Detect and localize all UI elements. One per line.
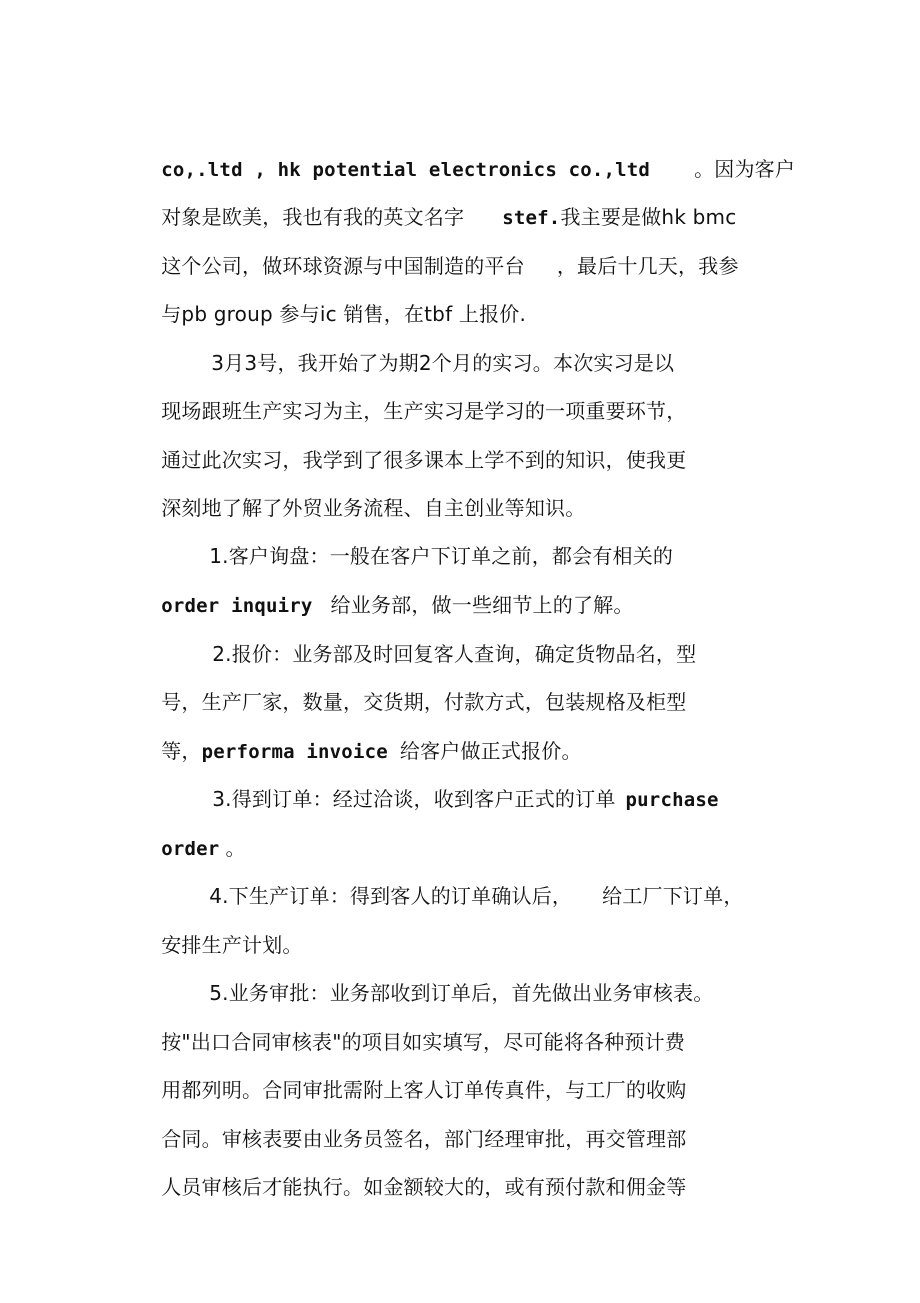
text-segment: 号，生产厂家，数量，交货期，付款方式，包装规格及柜型 <box>161 690 687 714</box>
text-segment: 3月3号，我开始了为期2个月的实习。本次实习是以 <box>211 351 675 375</box>
text-segment-mono: order <box>161 838 220 860</box>
text-line-22 <box>135 1151 686 1223</box>
text-segment: 按"出口合同审核表"的项目如实填写，尽可能将各种预计费 <box>161 1030 686 1054</box>
text-segment-mono: stef. <box>502 207 561 229</box>
text-segment: 4.下生产订单：得到客人的订单确认后， <box>209 884 573 908</box>
text-segment: 通过此次实习，我学到了很多课本上学不到的知识，使我更 <box>161 448 687 472</box>
text-segment-mono: performa invoice <box>201 741 388 763</box>
text-segment: 给业务部，做一些细节上的了解。 <box>330 593 634 617</box>
text-segment: 3.得到订单：经过洽谈，收到客户正式的订单 <box>212 787 616 811</box>
text-segment: 我主要是做hk bmc <box>560 205 737 229</box>
text-segment: 用都列明。合同审批需附上客人订单传真件，与工厂的收购 <box>161 1078 687 1102</box>
text-segment: 5.业务审批：业务部收到订单后，首先做出业务审核表。 <box>209 981 714 1005</box>
text-segment: 等， <box>161 739 202 763</box>
text-segment: 。因为客户 <box>694 157 796 181</box>
text-segment: 这个公司，做环球资源与中国制造的平台 <box>161 254 525 278</box>
text-segment: ，最后十几天，我参 <box>556 254 739 278</box>
text-segment: 给工厂下订单， <box>602 884 744 908</box>
text-segment: 现场跟班生产实习为主，生产实习是学习的一项重要环节， <box>161 399 687 423</box>
text-segment: 对象是欧美，我也有我的英文名字 <box>161 205 465 229</box>
text-segment: 人员审核后才能执行。如金额较大的，或有预付款和佣金等 <box>161 1175 687 1199</box>
text-segment: 。 <box>225 836 246 860</box>
text-segment: 1.客户询盘：一般在客户下订单之前，都会有相关的 <box>209 544 674 568</box>
text-segment: 2.报价：业务部及时回复客人查询，确定货物品名，型 <box>212 642 697 666</box>
text-segment-mono: order inquiry <box>161 595 313 617</box>
text-segment-mono: purchase <box>625 789 719 811</box>
text-segment: 深刻地了解了外贸业务流程、自主创业等知识。 <box>161 496 586 520</box>
text-segment: 给客户做正式报价。 <box>399 739 582 763</box>
text-segment: 安排生产计划。 <box>161 933 303 957</box>
text-segment: co,.ltd , hk potential electronics co.,ltd <box>161 159 651 181</box>
text-segment: 合同。审核表要由业务员签名，部门经理审批，再交管理部 <box>161 1127 687 1151</box>
text-segment: 与pb group 参与ic 销售，在tbf 上报价. <box>161 302 527 326</box>
text-line-14 <box>186 763 719 836</box>
